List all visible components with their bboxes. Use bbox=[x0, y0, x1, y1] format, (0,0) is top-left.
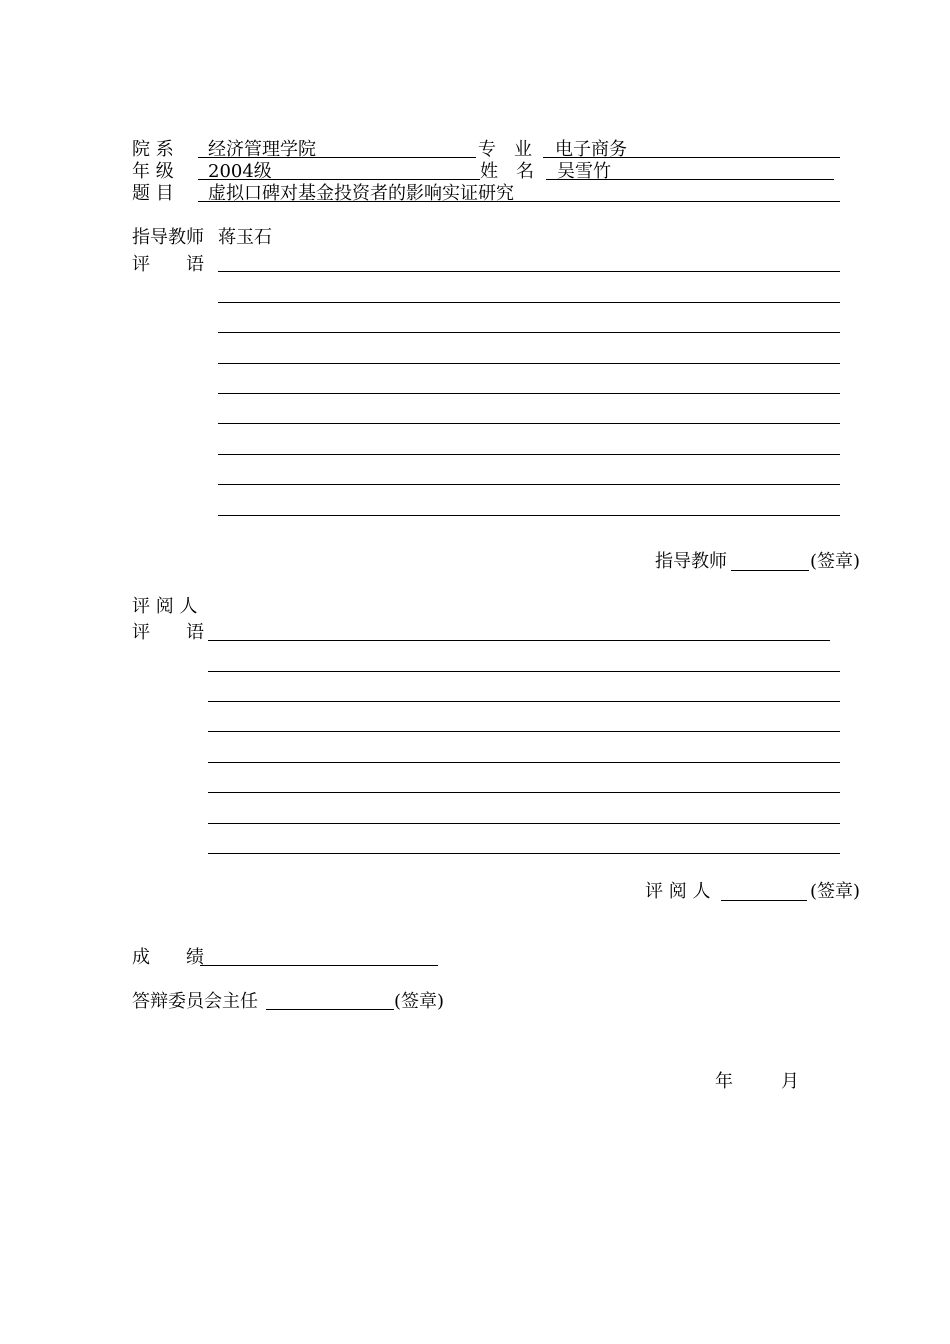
advisor-comment-label: 评 语 bbox=[132, 254, 204, 275]
advisor-sign-label: 指导教师 bbox=[655, 551, 727, 572]
advisor-comment-line bbox=[218, 423, 840, 424]
topic-underline bbox=[198, 201, 840, 202]
reviewer-label: 评 阅 人 bbox=[132, 596, 198, 617]
dept-underline bbox=[198, 157, 476, 158]
reviewer-comment-line bbox=[208, 671, 840, 672]
major-value: 电子商务 bbox=[555, 139, 627, 160]
reviewer-comment-line bbox=[208, 823, 840, 824]
advisor-label: 指导教师 bbox=[132, 227, 204, 248]
name-label: 姓 名 bbox=[480, 161, 534, 182]
advisor-comment-line bbox=[218, 393, 840, 394]
reviewer-seal: (签章) bbox=[810, 881, 861, 902]
name-underline bbox=[546, 179, 834, 180]
date-year: 年 bbox=[715, 1071, 733, 1092]
dept-value: 经济管理学院 bbox=[208, 139, 316, 160]
reviewer-comment-line bbox=[208, 792, 840, 793]
date-month: 月 bbox=[781, 1071, 799, 1092]
advisor-comment-line bbox=[218, 363, 840, 364]
advisor-comment-line bbox=[218, 302, 840, 303]
grade-value: 2004级 bbox=[208, 161, 272, 182]
advisor-comment-line bbox=[218, 515, 840, 516]
advisor-comment-line bbox=[218, 332, 840, 333]
grade-score-label: 成 绩 bbox=[132, 947, 204, 968]
reviewer-sign-line bbox=[721, 900, 807, 901]
advisor-comment-line bbox=[218, 271, 840, 272]
advisor-comment-line bbox=[218, 484, 840, 485]
grade-underline bbox=[198, 179, 480, 180]
reviewer-comment-line bbox=[208, 853, 840, 854]
advisor-comment-line bbox=[218, 454, 840, 455]
dept-label: 院 系 bbox=[132, 139, 174, 160]
grade-score-line bbox=[200, 965, 438, 966]
reviewer-comment-line bbox=[208, 762, 840, 763]
grade-label: 年 级 bbox=[132, 161, 174, 182]
advisor-name: 蒋玉石 bbox=[218, 227, 272, 248]
committee-label: 答辩委员会主任 bbox=[132, 991, 258, 1012]
major-label: 专 业 bbox=[478, 139, 532, 160]
advisor-sign-line bbox=[731, 570, 809, 571]
committee-sign-line bbox=[266, 1009, 394, 1010]
reviewer-comment-line bbox=[208, 701, 840, 702]
reviewer-comment-line bbox=[208, 731, 840, 732]
reviewer-comment-label: 评 语 bbox=[132, 622, 204, 643]
name-value: 吴雪竹 bbox=[557, 161, 611, 182]
reviewer-sign-label: 评 阅 人 bbox=[645, 881, 711, 902]
topic-label: 题 目 bbox=[132, 183, 174, 204]
major-underline bbox=[543, 157, 840, 158]
reviewer-comment-line bbox=[208, 640, 830, 641]
advisor-seal: (签章) bbox=[810, 551, 861, 572]
committee-seal: (签章) bbox=[394, 991, 445, 1012]
topic-value: 虚拟口碑对基金投资者的影响实证研究 bbox=[208, 183, 514, 204]
